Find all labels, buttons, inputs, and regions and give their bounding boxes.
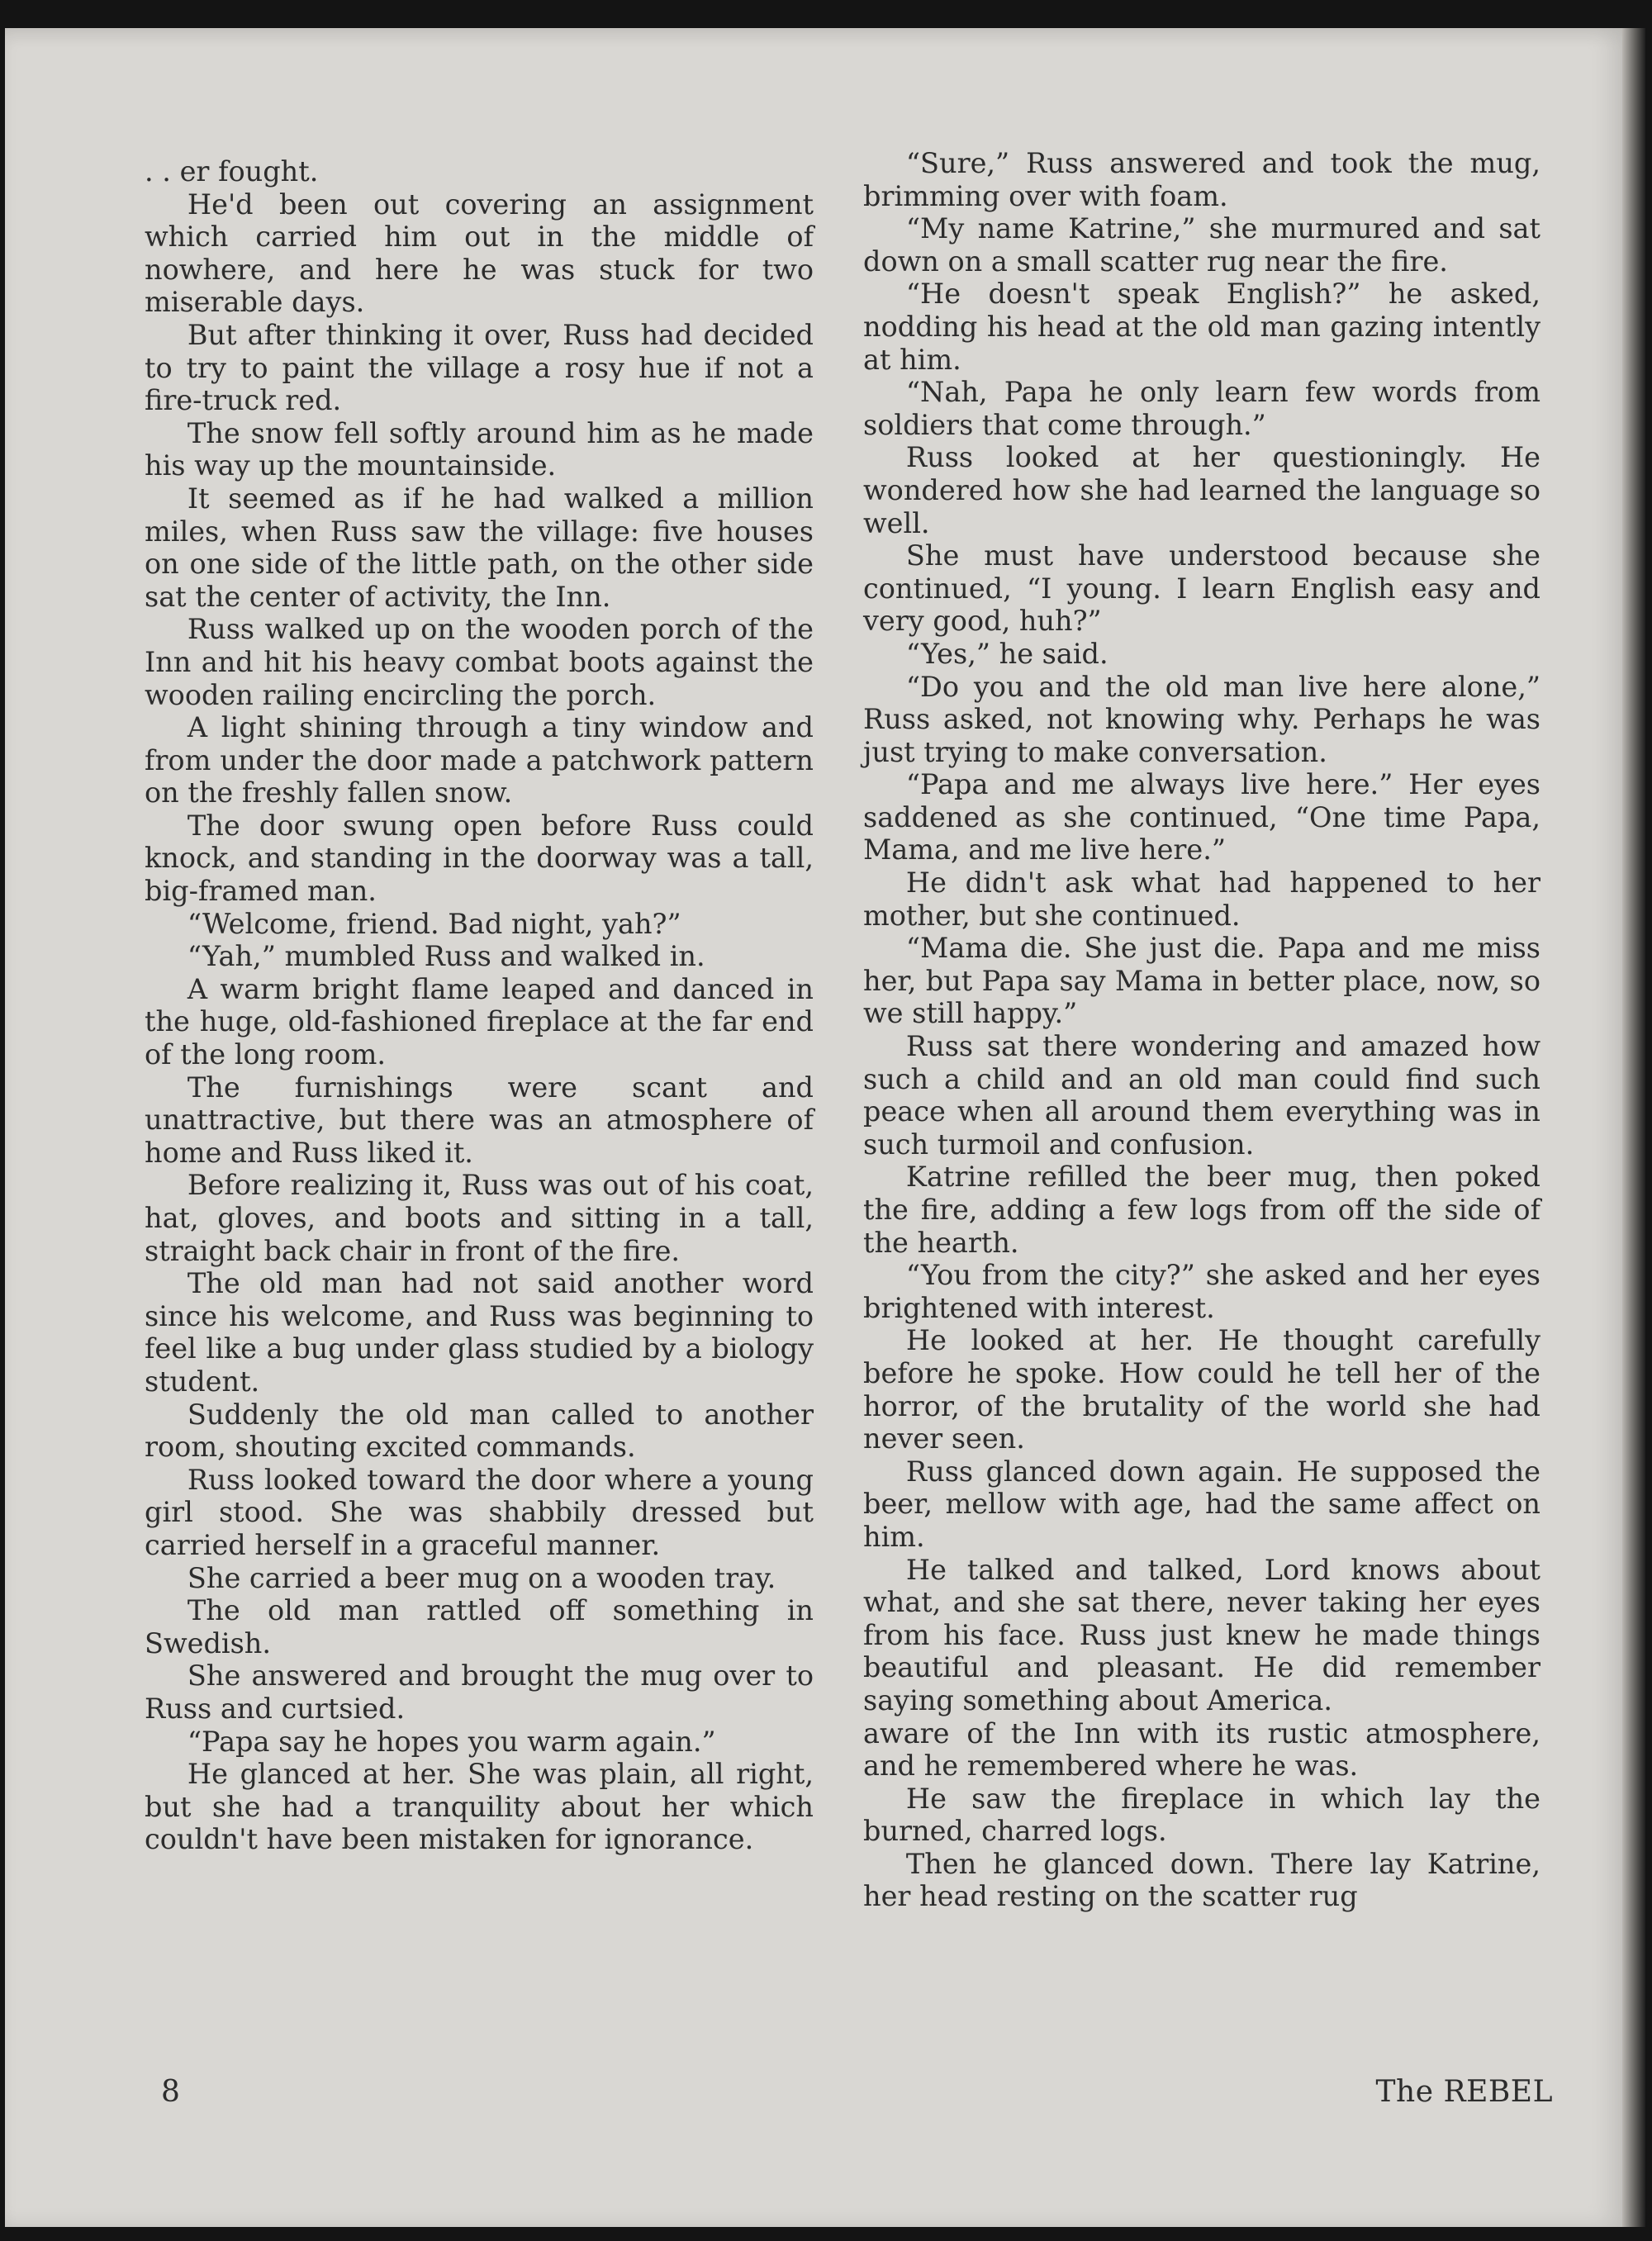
paragraph: The furnishings were scant and unattractive, but there was an atmosphere of home and Russ liked it. bbox=[145, 1071, 814, 1169]
paragraph: “Papa say he hopes you warm again.” bbox=[187, 1725, 716, 1758]
paragraph: aware of the Inn with its rustic atmosphere, and he remembered where he was. bbox=[863, 1716, 1540, 1783]
paragraph: “He doesn't speak English?” he asked, nodding his head at the old man gazing intently at him. bbox=[863, 278, 1540, 376]
left-text-column bbox=[145, 155, 814, 1856]
paragraph: But after thinking it over, Russ had decided to try to paint the village a rosy hue if not a fire-truck red. bbox=[145, 318, 814, 417]
paragraph: She answered and brought the mug over to Russ and curtsied. bbox=[145, 1659, 814, 1725]
paragraph: Russ looked at her questioningly. He wondered how she had learned the language so well. bbox=[863, 441, 1540, 539]
paragraph: “My name Katrine,” she murmured and sat down on a small scatter rug near the fire. bbox=[863, 212, 1540, 278]
paragraph: The door swung open before Russ could knock, and standing in the doorway was a tall, big-framed man. bbox=[145, 809, 814, 908]
paragraph: He talked and talked, Lord knows about what, and she sat there, never taking her eyes from his face. Russ just knew he made things beautiful and pleasant. He did remember saying something about America. bbox=[863, 1553, 1540, 1716]
paragraph: She must have understood because she continued, “I young. I learn English easy and very good, huh?” bbox=[863, 539, 1540, 638]
paragraph: She carried a beer mug on a wooden tray. bbox=[187, 1561, 776, 1594]
page-binding-edge bbox=[1622, 28, 1645, 2227]
page-number: 8 bbox=[161, 2075, 180, 2109]
paragraph: Before realizing it, Russ was out of his coat, hat, gloves, and boots and sitting in a tall, straight back chair in front of the fire. bbox=[145, 1169, 814, 1267]
paragraph: “Mama die. She just die. Papa and me miss her, but Papa say Mama in better place, now, so we still happy.” bbox=[863, 932, 1540, 1030]
paragraph: Russ glanced down again. He supposed the beer, mellow with age, had the same affect on him. bbox=[863, 1455, 1540, 1553]
paragraph: The old man rattled off something in Swedish. bbox=[145, 1594, 814, 1659]
paragraph: He looked at her. He thought carefully before he spoke. How could he tell her of the horror, of the brutality of the world she had never seen. bbox=[863, 1324, 1540, 1455]
paragraph: He'd been out covering an assignment which carried him out in the middle of nowhere, and here he was stuck for two miserable days. bbox=[145, 188, 814, 319]
paragraph: A warm bright flame leaped and danced in the huge, old-fashioned fireplace at the far end of the long room. bbox=[145, 972, 814, 1071]
paragraph: “Papa and me always live here.” Her eyes saddened as she continued, “One time Papa, Mama, and me live here.” bbox=[863, 768, 1540, 866]
paragraph: He saw the fireplace in which lay the burned, charred logs. bbox=[863, 1782, 1540, 1848]
paragraph: He glanced at her. She was plain, all right, but she had a tranquility about her which couldn't have been mistaken for ignorance. bbox=[145, 1758, 814, 1856]
right-text-column bbox=[863, 147, 1540, 1913]
paragraph: “Do you and the old man live here alone,” Russ asked, not knowing why. Perhaps he was just trying to make conversation. bbox=[863, 670, 1540, 768]
paragraph: Then he glanced down. There lay Katrine, her head resting on the scatter rug bbox=[863, 1847, 1540, 1913]
paragraph: He didn't ask what had happened to her mother, but she continued. bbox=[863, 866, 1540, 932]
paragraph: A light shining through a tiny window and from under the door made a patchwork pattern on the freshly fallen snow. bbox=[145, 711, 814, 810]
paragraph: Russ walked up on the wooden porch of the Inn and hit his heavy combat boots against the wooden railing encircling the porch. bbox=[145, 613, 814, 711]
paragraph: It seemed as if he had walked a million miles, when Russ saw the village: five houses on one side of the little path, on the other side sat the center of activity, the Inn. bbox=[145, 482, 814, 613]
paragraph: “Welcome, friend. Bad night, yah?” bbox=[187, 907, 681, 940]
paragraph: “You from the city?” she asked and her eyes brightened with interest. bbox=[863, 1259, 1540, 1324]
paragraph: Suddenly the old man called to another room, shouting excited commands. bbox=[145, 1398, 814, 1464]
paragraph: The old man had not said another word since his welcome, and Russ was beginning to feel like a bug under glass studied by a biology student. bbox=[145, 1267, 814, 1398]
paragraph: “Nah, Papa he only learn few words from soldiers that come through.” bbox=[863, 376, 1540, 441]
paragraph: . . er fought. bbox=[145, 155, 319, 188]
paragraph: Russ sat there wondering and amazed how such a child and an old man could find such peace when all around them everything was in such turmoil and confusion. bbox=[863, 1030, 1540, 1161]
paragraph: Katrine refilled the beer mug, then poked the fire, adding a few logs from off the side of the hearth. bbox=[863, 1161, 1540, 1259]
paragraph: “Yes,” he said. bbox=[905, 637, 1108, 670]
paragraph: Russ looked toward the door where a young girl stood. She was shabbily dressed but carried herself in a graceful manner. bbox=[145, 1463, 814, 1561]
paragraph: “Sure,” Russ answered and took the mug, brimming over with foam. bbox=[863, 147, 1540, 212]
paragraph: “Yah,” mumbled Russ and walked in. bbox=[187, 940, 705, 973]
paragraph: The snow fell softly around him as he made his way up the mountainside. bbox=[145, 416, 814, 482]
running-title: The REBEL bbox=[1375, 2075, 1553, 2109]
